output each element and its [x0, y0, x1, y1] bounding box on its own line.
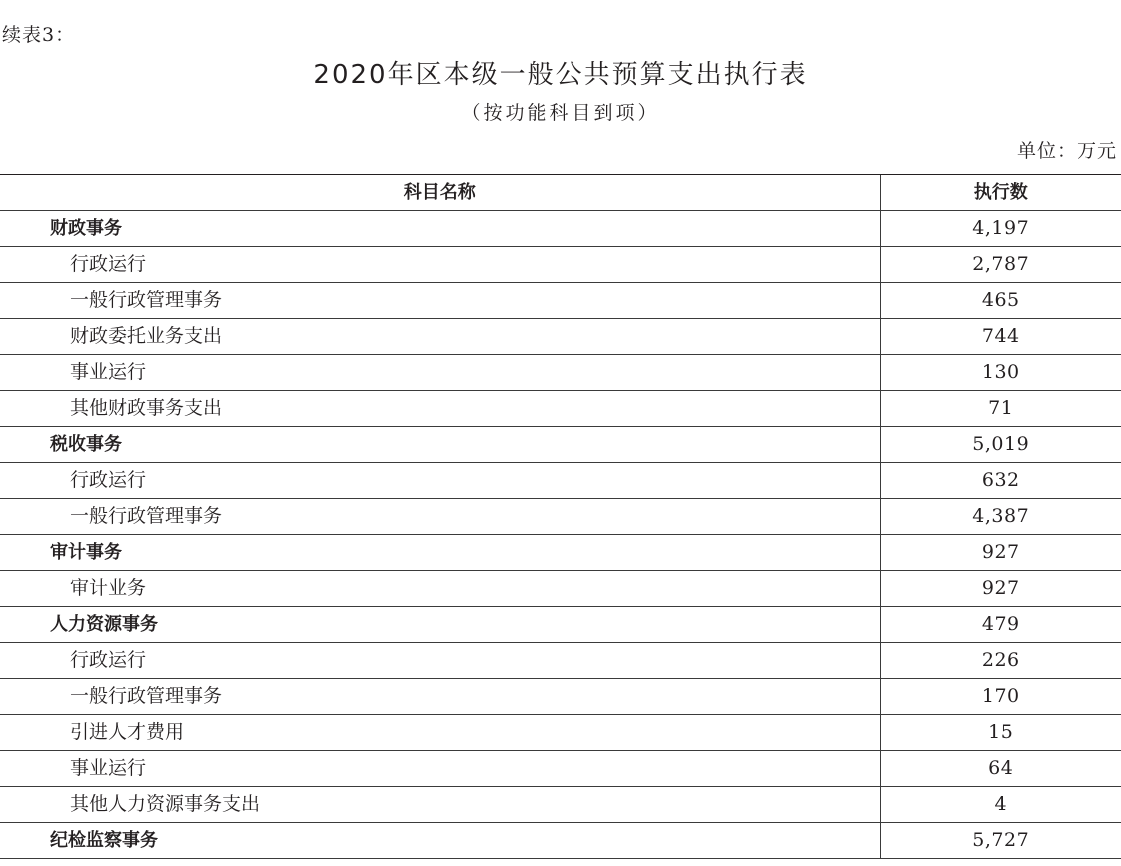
row-amount: 479 — [880, 607, 1121, 643]
table-row-item — [0, 715, 1121, 751]
table-row-item — [0, 283, 1121, 319]
row-amount: 226 — [880, 643, 1121, 679]
row-amount: 465 — [880, 283, 1121, 319]
row-amount: 5,727 — [880, 823, 1121, 859]
row-amount: 4 — [880, 787, 1121, 823]
table-row-item — [0, 319, 1121, 355]
table-header-row — [0, 175, 1121, 211]
budget-execution-table — [0, 174, 1121, 859]
table-row-item — [0, 499, 1121, 535]
row-subject-name: 引进人才费用 — [0, 715, 880, 751]
row-amount: 927 — [880, 571, 1121, 607]
row-subject-name: 税收事务 — [0, 427, 880, 463]
row-amount: 71 — [880, 391, 1121, 427]
continued-table-label: 续表3： — [2, 24, 76, 46]
row-subject-name: 一般行政管理事务 — [0, 679, 880, 715]
row-subject-name: 行政运行 — [0, 643, 880, 679]
page-subtitle: （按功能科目到项） — [461, 102, 660, 124]
unit-label: 单位：万元 — [1016, 140, 1117, 162]
table-row-item — [0, 247, 1121, 283]
table-row-item — [0, 679, 1121, 715]
row-subject-name: 行政运行 — [0, 463, 880, 499]
row-amount: 927 — [880, 535, 1121, 571]
table-body — [0, 211, 1121, 859]
page-title: 2020年区本级一般公共预算支出执行表 — [313, 60, 808, 90]
table-row-item — [0, 391, 1121, 427]
table-row-category — [0, 535, 1121, 571]
table-row-item — [0, 463, 1121, 499]
row-subject-name: 审计业务 — [0, 571, 880, 607]
row-subject-name: 事业运行 — [0, 355, 880, 391]
row-subject-name: 纪检监察事务 — [0, 823, 880, 859]
table-row-category — [0, 607, 1121, 643]
row-subject-name: 审计事务 — [0, 535, 880, 571]
table-row-item — [0, 643, 1121, 679]
row-amount: 4,197 — [880, 211, 1121, 247]
row-subject-name: 行政运行 — [0, 247, 880, 283]
table-row-item — [0, 787, 1121, 823]
row-subject-name: 一般行政管理事务 — [0, 283, 880, 319]
row-subject-name: 一般行政管理事务 — [0, 499, 880, 535]
row-amount: 130 — [880, 355, 1121, 391]
table-row-category — [0, 823, 1121, 859]
row-subject-name: 财政委托业务支出 — [0, 319, 880, 355]
row-amount: 632 — [880, 463, 1121, 499]
row-amount: 744 — [880, 319, 1121, 355]
row-subject-name: 其他财政事务支出 — [0, 391, 880, 427]
table-row-item — [0, 751, 1121, 787]
table-row-item — [0, 571, 1121, 607]
row-amount: 2,787 — [880, 247, 1121, 283]
row-amount: 15 — [880, 715, 1121, 751]
column-header-subject: 科目名称 — [0, 175, 880, 211]
table-row-item — [0, 355, 1121, 391]
table-row-category — [0, 427, 1121, 463]
row-subject-name: 事业运行 — [0, 751, 880, 787]
row-subject-name: 财政事务 — [0, 211, 880, 247]
row-amount: 5,019 — [880, 427, 1121, 463]
row-subject-name: 其他人力资源事务支出 — [0, 787, 880, 823]
row-amount: 4,387 — [880, 499, 1121, 535]
table-row-category — [0, 211, 1121, 247]
column-header-amount: 执行数 — [880, 175, 1121, 211]
row-subject-name: 人力资源事务 — [0, 607, 880, 643]
table-header — [0, 175, 1121, 211]
row-amount: 64 — [880, 751, 1121, 787]
row-amount: 170 — [880, 679, 1121, 715]
